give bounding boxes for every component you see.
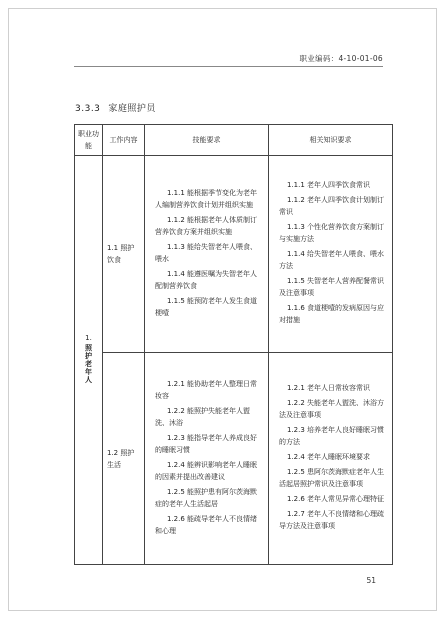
function-cell [75, 156, 103, 565]
knowledge-item: 1.2.6 老年人常见异常心理特征 [287, 495, 385, 503]
header-work: 工作内容 [103, 125, 145, 156]
table-row [75, 156, 393, 353]
skill-item: 1.1.4 能遵医嘱为失智老年人配制营养饮食 [155, 269, 258, 290]
knowledge-item: 1.1.1 老年人四季饮食常识 [287, 181, 371, 189]
skill-item: 1.2.1 能协助老年人整理日常妆容 [155, 379, 258, 400]
skill-item: 1.1.2 能根据老年人体质制订营养饮食方案并组织实施 [155, 215, 258, 236]
skills-table [74, 124, 393, 565]
section-name: 家庭照护员 [108, 104, 156, 114]
header-func: 职业功能 [75, 125, 103, 156]
skill-item: 1.1.5 能预防老年人发生食道梗噎 [155, 296, 258, 317]
knowledge-item: 1.2.5 患阿尔茨海默症老年人生活起居照护常识及注意事项 [279, 468, 385, 488]
knowledge-item: 1.2.2 失能老年人盥洗、沐浴方法及注意事项 [279, 399, 385, 419]
skill-cell [145, 353, 269, 565]
skill-item: 1.2.5 能照护患有阿尔茨海默症的老年人生活起居 [155, 487, 258, 508]
knowledge-item: 1.1.3 个性化营养饮食方案制订与实施方法 [279, 223, 385, 243]
skill-item: 1.2.2 能照护失能老年人盥洗、沐浴 [155, 406, 251, 427]
knowledge-item: 1.1.4 给失智老年人喂食、喂水方法 [279, 250, 385, 270]
function-number: 1. [85, 334, 92, 342]
knowledge-cell [269, 353, 393, 565]
work-content-cell: 1.2 照护生活 [103, 353, 145, 565]
skill-item: 1.1.3 能给失智老年人喂食、喂水 [155, 242, 258, 263]
skill-item: 1.2.4 能辨识影响老年人睡眠的因素并提出改善建议 [155, 460, 258, 481]
skill-cell [145, 156, 269, 353]
page-number: 51 [366, 576, 376, 585]
occupation-code: 职业编码：4-10-01-06 [299, 54, 383, 63]
skill-item: 1.2.3 能指导老年人养成良好的睡眠习惯 [155, 433, 258, 454]
document-page [8, 8, 437, 611]
skill-item: 1.2.6 能疏导老年人不良情绪和心理 [155, 514, 258, 535]
function-name: 照护老年人 [84, 344, 93, 384]
skill-item: 1.1.1 能根据季节变化为老年人编制营养饮食计划并组织实施 [155, 188, 258, 209]
header-knowledge: 相关知识要求 [269, 125, 393, 156]
knowledge-item: 1.2.3 培养老年人良好睡眠习惯的方法 [279, 426, 385, 446]
knowledge-item: 1.2.1 老年人日常妆容常识 [287, 384, 371, 392]
section-number: 3.3.3 [75, 104, 101, 114]
section-title [75, 101, 156, 114]
header-skill: 技能要求 [145, 125, 269, 156]
knowledge-item: 1.1.6 食道梗噎的发病原因与应对措施 [279, 304, 385, 324]
knowledge-item: 1.1.2 老年人四季饮食计划制订常识 [279, 196, 385, 216]
table-header-row [75, 125, 393, 156]
table-row [75, 353, 393, 565]
knowledge-item: 1.2.4 老年人睡眠环境要求 [287, 453, 371, 461]
header-divider [74, 66, 383, 67]
knowledge-item: 1.2.7 老年人不良情绪和心理疏导方法及注意事项 [279, 510, 385, 530]
knowledge-item: 1.1.5 失智老年人营养配餐常识及注意事项 [279, 277, 385, 297]
work-content-cell: 1.1 照护饮食 [103, 156, 145, 353]
knowledge-cell [269, 156, 393, 353]
